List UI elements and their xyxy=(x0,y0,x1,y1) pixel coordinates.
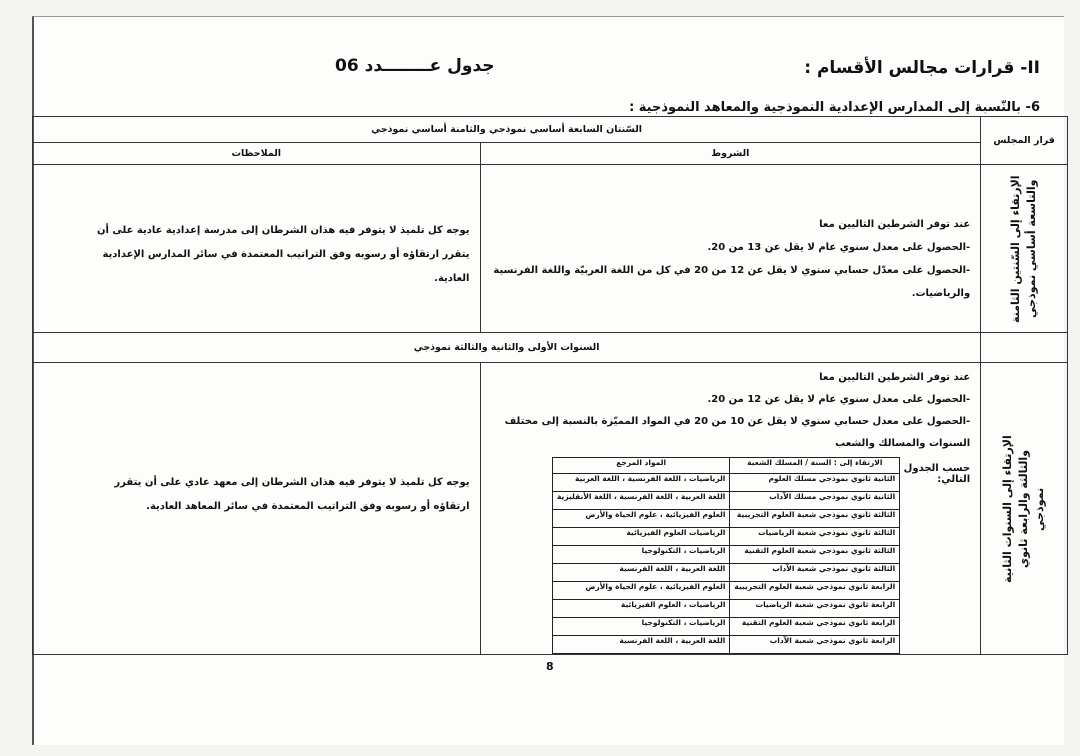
row-subjects: اللغة العربية ، اللغة الفرنسية xyxy=(552,564,729,582)
section1-title xyxy=(33,117,981,143)
inner-header-subjects: المواد المرجع xyxy=(552,458,729,474)
per-table-label: حسب الجدول التالي: xyxy=(903,463,971,485)
table-row xyxy=(552,546,899,564)
subjects-table xyxy=(552,457,900,654)
decisions-table xyxy=(32,116,1068,655)
section2-title xyxy=(33,333,981,363)
section1-conditions xyxy=(480,165,981,333)
row-level: الرابعة ثانوي نموذجي شعبة الرياضيات xyxy=(730,600,900,618)
section2-remarks: يوجه كل تلميذ لا يتوفر فيه هذان الشرطان إلى معهد عادي على أن يتقرر ارتقاؤه أو رسوبه وفق التراتيب المعتمدة في سائر المعاهد العادية. xyxy=(33,363,481,655)
table-row xyxy=(552,510,899,528)
section2-spacer xyxy=(981,333,1068,363)
row-subjects: اللغة العربية ، اللغة الفرنسية xyxy=(552,636,729,654)
section2-title-text: السنوات الأولى والثانية والثالثة نموذجي xyxy=(413,342,600,353)
col-conditions-header xyxy=(480,143,981,165)
section2-condition-intro: عند توفر الشرطين التاليين معا xyxy=(819,372,971,383)
section1-decision: الإرتقاء إلى السّنتين الثامنة والتاسعة أساسي نموذجي xyxy=(1009,174,1039,323)
col-conditions-label: الشروط xyxy=(711,148,750,159)
row-level: الثالثة ثانوي نموذجي شعبة العلوم التقنية xyxy=(730,546,900,564)
table-row xyxy=(552,564,899,582)
section2-decision: الإرتقاء إلى السنوات الثانية والثالثة والرابعة ثانوي نموذجي xyxy=(1001,434,1047,583)
row-subjects: الرياضيات ، العلوم الفيزيائية xyxy=(552,600,729,618)
table-row xyxy=(552,528,899,546)
row-level: الرابعة ثانوي نموذجي شعبة العلوم التجريبية xyxy=(730,582,900,600)
section2-condition-1: -الحصول على معدل سنوي عام لا يقل عن 12 من 20. xyxy=(707,394,971,405)
row-level: الثالثة ثانوي نموذجي شعبة الآداب xyxy=(730,564,900,582)
section2-decision-cell xyxy=(981,363,1068,655)
col-remarks-label: الملاحظات xyxy=(231,148,282,159)
page-number: 8 xyxy=(546,660,554,673)
row-subjects: الرياضيات العلوم الفيزيائية xyxy=(552,528,729,546)
table-row xyxy=(552,618,899,636)
section1-condition-intro: عند توفر الشرطين التاليين معا xyxy=(819,219,971,230)
row-level: الثانية ثانوي نموذجي مسلك الآداب xyxy=(730,492,900,510)
section2-condition-2: -الحصول على معدل حسابي سنوي لا يقل عن 10 من 20 في المواد المميّزة بالنسبة إلى مختلف السنوات والمسالك والشعب xyxy=(504,416,971,449)
row-subjects: الرياضيات ، اللغة الفرنسية ، اللغة العربية xyxy=(552,474,729,492)
section-title: II- قرارات مجالس الأقسام : xyxy=(804,58,1040,78)
section2-conditions xyxy=(480,363,981,655)
section1-condition-1: -الحصول على معدل سنوي عام لا يقل عن 13 من 20. xyxy=(707,242,971,253)
row-subjects: الرياضيات ، التكنولوجيا xyxy=(552,546,729,564)
row-level: الرابعة ثانوي نموذجي شعبة العلوم التقنية xyxy=(730,618,900,636)
col-council-label: قرار المجلس xyxy=(993,135,1055,146)
table-row xyxy=(552,636,899,654)
row-subjects: العلوم الفيزيائية ، علوم الحياة والأرض xyxy=(552,582,729,600)
row-subjects: اللغة العربية ، اللغة الفرنسية ، اللغة الأنقليزية xyxy=(552,492,729,510)
table-row xyxy=(552,600,899,618)
table-row xyxy=(552,492,899,510)
row-level: الثالثة ثانوي نموذجي شعبة الرياضيات xyxy=(730,528,900,546)
inner-header-level: الارتقاء إلى : السنة / المسلك الشعبة xyxy=(730,458,900,474)
table-row xyxy=(552,474,899,492)
section1-remarks: يوجه كل تلميذ لا يتوفر فيه هذان الشرطان إلى مدرسة إعدادية عادية على أن يتقرر ارتقاؤه أو رسوبه وفق التراتيب المعتمدة في سائر المدارس الإعدادية العادية. xyxy=(33,165,481,333)
row-level: الثانية ثانوي نموذجي مسلك العلوم xyxy=(730,474,900,492)
row-level: الثالثة ثانوي نموذجي شعبة العلوم التجريبية xyxy=(730,510,900,528)
col-remarks-header xyxy=(33,143,481,165)
row-subjects: العلوم الفيزيائية ، علوم الحياة والأرض xyxy=(552,510,729,528)
section1-title-text: السّنتان السابعة أساسي نموذجي والثامنة أساسي نموذجي xyxy=(371,124,643,135)
section1-condition-2: -الحصول على معدّل حسابي سنوي لا يقل عن 12 من 20 في كل من اللغة العربيّة واللغة الفرنسية والرياضيات. xyxy=(493,265,971,299)
col-council-header xyxy=(981,117,1068,165)
section1-decision-cell xyxy=(981,165,1068,333)
subtitle: 6- بالنّسبة إلى المدارس الإعدادية النموذجية والمعاهد النموذجية : xyxy=(629,100,1040,115)
table-row xyxy=(552,582,899,600)
row-subjects: الرياضيات ، التكنولوجيا xyxy=(552,618,729,636)
table-label: جدول عــــــــدد 06 xyxy=(335,56,495,76)
row-level: الرابعة ثانوي نموذجي شعبة الآداب xyxy=(730,636,900,654)
